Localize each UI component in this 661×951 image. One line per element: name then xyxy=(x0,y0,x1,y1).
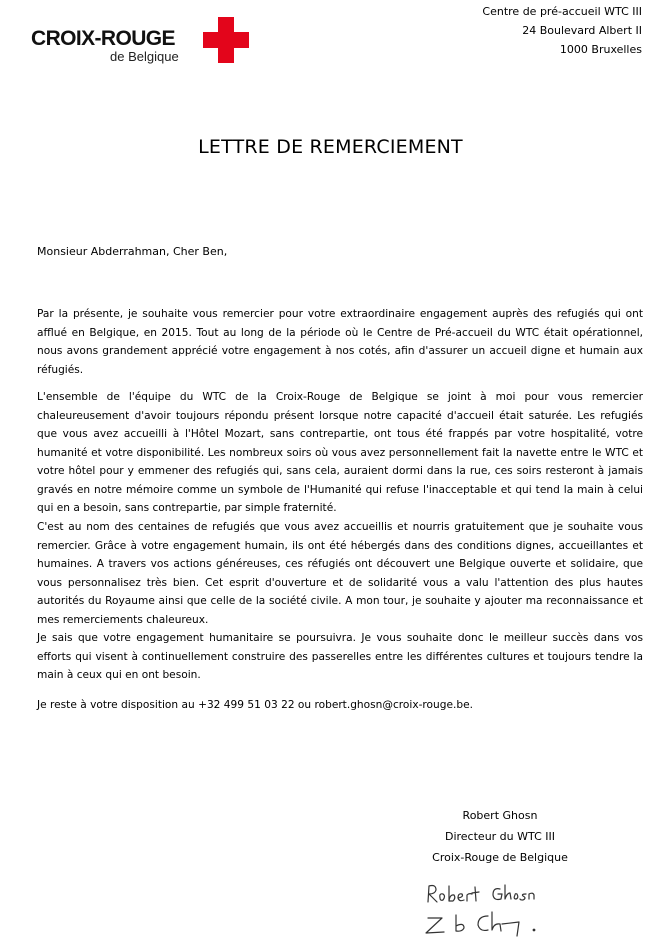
croix-rouge-logo xyxy=(0,0,260,75)
address-line-3: 1000 Bruxelles xyxy=(559,43,642,56)
signatory-role: Directeur du WTC III xyxy=(444,830,555,843)
handwritten-signature xyxy=(420,878,570,948)
signatory-name: Robert Ghosn xyxy=(462,809,538,822)
signature-block xyxy=(395,805,605,868)
address-line-1: Centre de pré-accueil WTC III xyxy=(482,5,642,18)
logo-subtitle: de Belgique xyxy=(110,49,179,64)
sender-address xyxy=(482,2,642,59)
signatory-organization: Croix-Rouge de Belgique xyxy=(432,851,568,864)
paragraph: C'est au nom des centaines de refugiés que vous avez accueillis et nourris gratuitement que je souhaite vous remercier. Grâce à votre engagement humain, ils ont été hébergés dans des conditions dignes, accueillantes et humaines. A travers vos actions généreuses, ces réfugiés ont découvert une Belgique ouverte et solidaire, que vous personnalisez très bien. Cet esprit d'ouverture et de solidarité vous a valu l'attention des plus hautes autorités du Royaume ainsi que celle de la société civile. A mon tour, je souhaite y ajouter ma reconnaissance et mes remerciements chaleureux. xyxy=(37,521,643,626)
contact-paragraph: Je reste à votre disposition au +32 499 51 03 22 ou robert.ghosn@croix-rouge.be. xyxy=(37,699,473,711)
paragraph: Je sais que votre engagement humanitaire se poursuivra. Je vous souhaite donc le meilleur succès dans vos efforts qui visent à continuellement construire des passerelles entre les différentes cultures et toujours tendre la main à ceux qui en ont besoin. xyxy=(37,632,643,681)
cross-horizontal-bar xyxy=(203,32,249,48)
paragraph: Par la présente, je souhaite vous remercier pour votre extraordinaire engagement auprès des refugiés qui ont afflué en Belgique, en 2015. Tout au long de la période où le Centre de Pré-accueil du WTC était opérationnel, nous avons grandement apprécié votre engagement à nos cotés, afin d'assurer un accueil digne et humain aux réfugiés. xyxy=(37,308,643,376)
paragraph: L'ensemble de l'équipe du WTC de la Croix-Rouge de Belgique se joint à moi pour vous remercier chaleureusement d'avoir toujours répondu présent lorsque notre capacité d'accueil était saturée. Les refugiés que vous avez accueilli à l'Hôtel Mozart, sans contrepartie, ont tous été frappés par votre hospitalité, votre humanité et votre disponibilité. Les nombreux soirs où vous avez personnellement fait la navette entre le WTC et votre hôtel pour y emmener des refugiés qui, sans cela, auraient dormi dans la rue, ces soirs resteront à jamais gravés en notre mémoire comme un symbole de l'Humanité qui refuse l'inacceptable et qui tend la main à celui qui en a besoin, sans contrepartie, par simple fraternité. xyxy=(37,391,643,514)
logo-wordmark: CROIX-ROUGE xyxy=(31,27,175,50)
letter-title: LETTRE DE REMERCIEMENT xyxy=(198,136,463,158)
red-cross-icon xyxy=(203,17,249,63)
address-line-2: 24 Boulevard Albert II xyxy=(522,24,642,37)
salutation: Monsieur Abderrahman, Cher Ben, xyxy=(37,245,228,258)
